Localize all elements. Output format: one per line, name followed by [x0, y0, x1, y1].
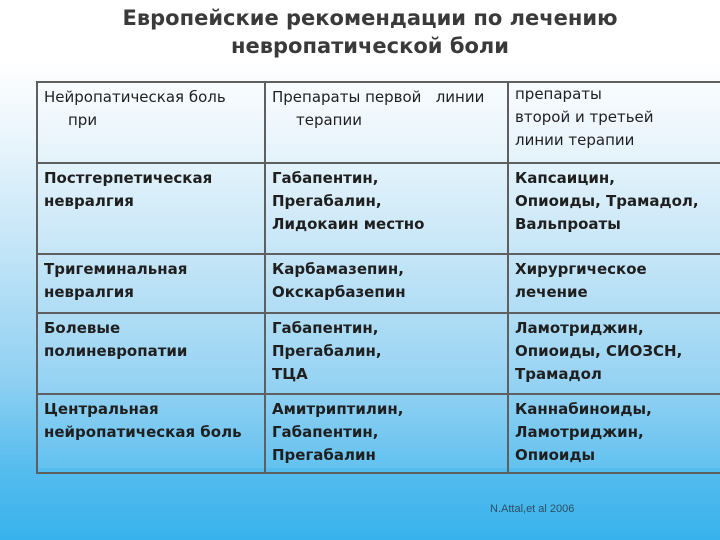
title-line-1: Европейские рекомендации по лечению [122, 6, 618, 30]
cell-line: лечение [515, 283, 588, 301]
condition-cell [37, 394, 265, 473]
cell-line: невралгия [44, 283, 134, 301]
header-second-line-line-2: второй и третьей [515, 108, 654, 126]
second-line-cell [508, 394, 720, 473]
cell-line: полиневропатии [44, 342, 188, 360]
cell-line: Опиоиды [515, 446, 596, 464]
cell-line: Прегабалин, [272, 342, 382, 360]
cell-line: Окскарбазепин [272, 283, 406, 301]
cell-line: Капсаицин, [515, 169, 615, 187]
cell-line: невралгия [44, 192, 134, 210]
table-row [37, 394, 720, 473]
cell-line: Габапентин, [272, 319, 379, 337]
condition-cell [37, 163, 265, 254]
cell-line: Карбамазепин, [272, 260, 404, 278]
header-second-line-line-3: линии терапии [515, 131, 635, 149]
cell-line: Трамадол [515, 365, 602, 383]
header-condition-line-2: при [68, 111, 98, 129]
second-line-cell [508, 313, 720, 394]
cell-line: Габапентин, [272, 423, 379, 441]
first-line-cell [265, 163, 508, 254]
cell-line: Габапентин, [272, 169, 379, 187]
cell-line: Ламотриджин, [515, 319, 644, 337]
first-line-cell [265, 394, 508, 473]
cell-line: Опиоиды, Трамадол, [515, 192, 699, 210]
cell-line: Каннабиноиды, [515, 400, 652, 418]
cell-line: Прегабалин, [272, 192, 382, 210]
cell-line: Прегабалин [272, 446, 376, 464]
table-row [37, 313, 720, 394]
second-line-cell [508, 254, 720, 313]
citation: N.Attal,et al 2006 [490, 503, 575, 515]
table-header-row [37, 82, 720, 163]
slide-title [0, 4, 720, 60]
header-first-line-line-1: Препараты первой линии [272, 88, 485, 106]
cell-line: нейропатическая боль [44, 423, 242, 441]
recommendations-table-container [36, 81, 720, 468]
cell-line: ТЦА [272, 365, 308, 383]
cell-line: Вальпроаты [515, 215, 621, 233]
cell-line: Хирургическое [515, 260, 647, 278]
cell-line: Постгерпетическая [44, 169, 213, 187]
header-first-line-line-2: терапии [296, 111, 362, 129]
header-first-line [265, 82, 508, 163]
cell-line: Амитриптилин, [272, 400, 404, 418]
title-line-2: невропатической боли [230, 34, 510, 58]
cell-line: Центральная [44, 400, 159, 418]
header-condition [37, 82, 265, 163]
cell-line: Болевые [44, 319, 121, 337]
condition-cell [37, 313, 265, 394]
cell-line: Тригеминальная [44, 260, 188, 278]
first-line-cell [265, 313, 508, 394]
header-second-line [508, 82, 720, 163]
table-row [37, 163, 720, 254]
header-second-line-line-1: препараты [515, 85, 602, 103]
cell-line: Опиоиды, СИОЗСН, [515, 342, 683, 360]
recommendations-table [36, 81, 720, 474]
first-line-cell [265, 254, 508, 313]
header-condition-line-1: Нейропатическая боль [44, 88, 226, 106]
condition-cell [37, 254, 265, 313]
table-row [37, 254, 720, 313]
second-line-cell [508, 163, 720, 254]
cell-line: Лидокаин местно [272, 215, 425, 233]
cell-line: Ламотриджин, [515, 423, 644, 441]
